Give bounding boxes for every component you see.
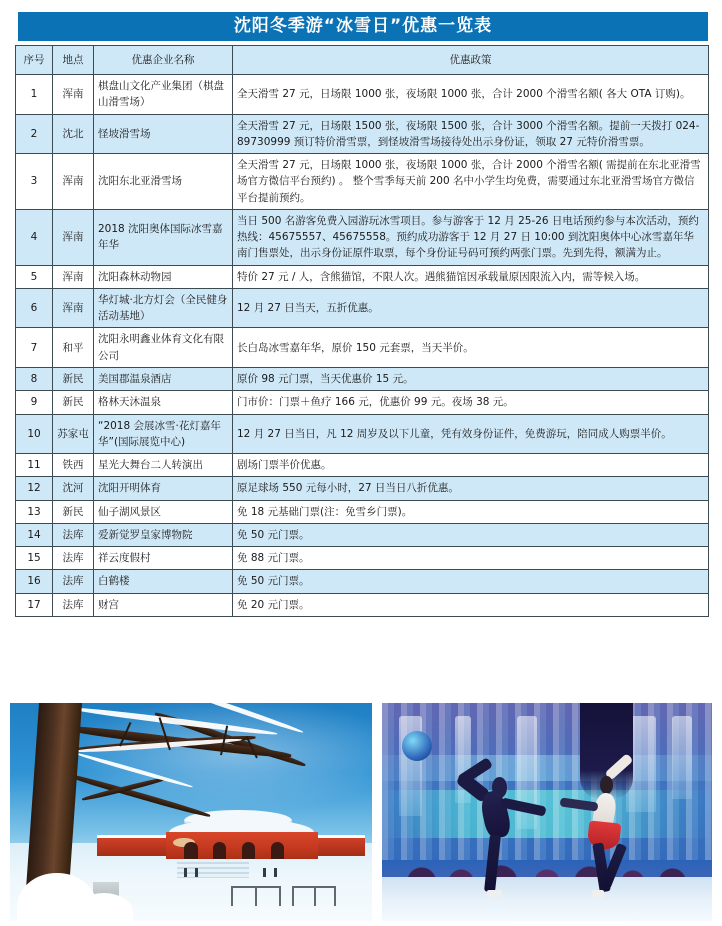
cell-no: 7 [16, 328, 53, 368]
column-header-policy: 优惠政策 [233, 46, 709, 75]
table-row [16, 114, 709, 154]
cell-no: 8 [16, 367, 53, 390]
table-header-row [16, 46, 709, 75]
cell-no: 3 [16, 154, 53, 210]
photo-snow-palace [10, 703, 372, 921]
cell-name: 祥云度假村 [94, 547, 233, 570]
cell-policy: 原足球场 550 元每小时，27 日当日八折优惠。 [233, 477, 709, 500]
cell-place: 新民 [53, 367, 94, 390]
cell-place: 新民 [53, 500, 94, 523]
cell-policy: 剧场门票半价优惠。 [233, 454, 709, 477]
snow-palace-illustration [10, 703, 372, 921]
cell-policy: 特价 27 元 / 人，含熊猫馆，不限人次。遇熊猫馆因承载量原因限流入内，需等候入场。 [233, 265, 709, 288]
cell-no: 12 [16, 477, 53, 500]
visitor-figure [263, 868, 266, 877]
table-row [16, 75, 709, 115]
fence-post [231, 888, 233, 905]
skater-figure-left [438, 738, 550, 895]
skater-leg-standing [485, 835, 502, 892]
cell-name: 沈阳森林动物园 [94, 265, 233, 288]
skate-blade [487, 890, 502, 898]
cell-name: 白鹤楼 [94, 570, 233, 593]
cell-no: 4 [16, 209, 53, 265]
visitor-figure [274, 868, 277, 877]
cell-place: 法库 [53, 547, 94, 570]
cell-policy: 长白岛冰雪嘉年华，原价 150 元套票，当天半价。 [233, 328, 709, 368]
cell-name: 星光大舞台二人转演出 [94, 454, 233, 477]
cell-name: “2018 会展冰雪·花灯嘉年华”(国际展览中心) [94, 414, 233, 454]
benefit-table [15, 45, 709, 617]
cell-policy: 全天滑雪 27 元，日场限 1500 张，夜场限 1500 张，合计 3000 个滑雪名额。提前一天拨打 024-89730999 预订特价滑雪票，到怪坡滑雪场接待处出示身份证，领取 27 元特价滑雪票。 [233, 114, 709, 154]
table-row [16, 154, 709, 210]
cell-policy: 免 50 元门票。 [233, 523, 709, 546]
cell-policy: 免 20 元门票。 [233, 593, 709, 616]
cell-no: 10 [16, 414, 53, 454]
gate-arch [184, 842, 198, 859]
palace-red-wall [166, 832, 318, 859]
cell-policy: 12 月 27 日当日，凡 12 周岁及以下儿童，凭有效身份证件，免费游玩，陪同成人购票半价。 [233, 414, 709, 454]
fence-post [255, 888, 257, 905]
cell-place: 浑南 [53, 154, 94, 210]
table-row [16, 547, 709, 570]
fence-post [314, 888, 316, 905]
cell-no: 2 [16, 114, 53, 154]
page-title-bar [18, 12, 708, 41]
cell-no: 15 [16, 547, 53, 570]
table-row [16, 523, 709, 546]
table-header [16, 46, 709, 75]
cell-name: 棋盘山文化产业集团（棋盘山滑雪场） [94, 75, 233, 115]
cell-place: 苏家屯 [53, 414, 94, 454]
cell-place: 浑南 [53, 265, 94, 288]
fence-post [292, 888, 294, 905]
cell-name: 美国郡温泉酒店 [94, 367, 233, 390]
ice-globe-sculpture [402, 731, 432, 761]
table-row [16, 414, 709, 454]
cell-policy: 免 50 元门票。 [233, 570, 709, 593]
skater-figure-right [554, 742, 660, 895]
fence-post [334, 888, 336, 905]
cell-no: 1 [16, 75, 53, 115]
page-title: 沈阳冬季游“冰雪日”优惠一览表 [233, 16, 493, 36]
cell-policy: 全天滑雪 27 元，日场限 1000 张，夜场限 1000 张，合计 2000 个滑雪名额( 各大 OTA 订购)。 [233, 75, 709, 115]
table-row [16, 288, 709, 328]
cell-no: 17 [16, 593, 53, 616]
table-row [16, 265, 709, 288]
table-row [16, 209, 709, 265]
table-body [16, 75, 709, 617]
cell-name: 2018 沈阳奥体国际冰雪嘉年华 [94, 209, 233, 265]
gate-arch [242, 842, 256, 859]
table-row [16, 328, 709, 368]
cell-name: 沈阳东北亚滑雪场 [94, 154, 233, 210]
cell-no: 9 [16, 391, 53, 414]
photo-strip [10, 703, 712, 921]
cell-place: 浑南 [53, 288, 94, 328]
table-row [16, 391, 709, 414]
column-header-name: 优惠企业名称 [94, 46, 233, 75]
table-row [16, 570, 709, 593]
table-row [16, 593, 709, 616]
snow-fence [231, 886, 282, 905]
skater-torso [478, 789, 512, 840]
cell-policy: 原价 98 元门票，当天优惠价 15 元。 [233, 367, 709, 390]
cell-place: 沈河 [53, 477, 94, 500]
visitor-figure [195, 868, 198, 877]
cell-place: 法库 [53, 570, 94, 593]
cell-name: 爱新觉罗皇家博物院 [94, 523, 233, 546]
cell-place: 法库 [53, 593, 94, 616]
cell-no: 11 [16, 454, 53, 477]
table-row [16, 477, 709, 500]
cell-policy: 12 月 27 日当天，五折优惠。 [233, 288, 709, 328]
cell-policy: 门市价：门票＋鱼疗 166 元，优惠价 99 元。夜场 38 元。 [233, 391, 709, 414]
column-header-place: 地点 [53, 46, 94, 75]
cell-name: 怪坡滑雪场 [94, 114, 233, 154]
benefit-table-container [15, 45, 708, 617]
cell-place: 浑南 [53, 75, 94, 115]
skate-blade [592, 890, 605, 898]
gate-arch [213, 842, 227, 859]
cell-place: 沈北 [53, 114, 94, 154]
cell-place: 浑南 [53, 209, 94, 265]
table-row [16, 454, 709, 477]
cell-place: 法库 [53, 523, 94, 546]
cell-place: 和平 [53, 328, 94, 368]
cell-no: 13 [16, 500, 53, 523]
gate-arch [271, 842, 285, 859]
ice-skater-illustration [382, 703, 712, 921]
cell-name: 沈阳开明体育 [94, 477, 233, 500]
cell-place: 新民 [53, 391, 94, 414]
side-wall-left [97, 838, 166, 855]
fence-post [279, 888, 281, 905]
skater-head [600, 776, 613, 794]
palace-stairs [177, 859, 249, 879]
column-header-no: 序号 [16, 46, 53, 75]
cell-name: 华灯城·北方灯会（全民健身活动基地） [94, 288, 233, 328]
cell-no: 6 [16, 288, 53, 328]
table-row [16, 500, 709, 523]
cell-policy: 当日 500 名游客免费入园游玩冰雪项目。参与游客于 12 月 25-26 日电话预约参与本次活动，预约热线：45675557、45675558。预约成功游客于 12 月 27 日 10:00 到沈阳奥体中心冰雪嘉年华南门售票处，出示身份证原件取票，每个身份证号码可预约两张门票。先到先得，额满为止。 [233, 209, 709, 265]
skater-arm-extended [559, 798, 598, 812]
side-wall-right [318, 838, 365, 855]
photo-ice-skaters [382, 703, 712, 921]
cell-name: 格林天沐温泉 [94, 391, 233, 414]
cell-no: 14 [16, 523, 53, 546]
cell-name: 仙子湖风景区 [94, 500, 233, 523]
cell-no: 16 [16, 570, 53, 593]
cell-policy: 免 88 元门票。 [233, 547, 709, 570]
visitor-figure [184, 868, 187, 877]
cell-name: 沈阳永明鑫业体育文化有限公司 [94, 328, 233, 368]
cell-place: 铁西 [53, 454, 94, 477]
cell-name: 财宫 [94, 593, 233, 616]
cell-no: 5 [16, 265, 53, 288]
cell-policy: 全天滑雪 27 元，日场限 1000 张，夜场限 1000 张，合计 2000 个滑雪名额( 需提前在东北亚滑雪场官方微信平台预约) 。 整个雪季每天前 200 名中小学生均免费，需要通过东北亚滑雪场官方微信平台提前预约。 [233, 154, 709, 210]
snow-fence [292, 886, 335, 905]
table-row [16, 367, 709, 390]
cell-policy: 免 18 元基础门票(注：免雪乡门票)。 [233, 500, 709, 523]
